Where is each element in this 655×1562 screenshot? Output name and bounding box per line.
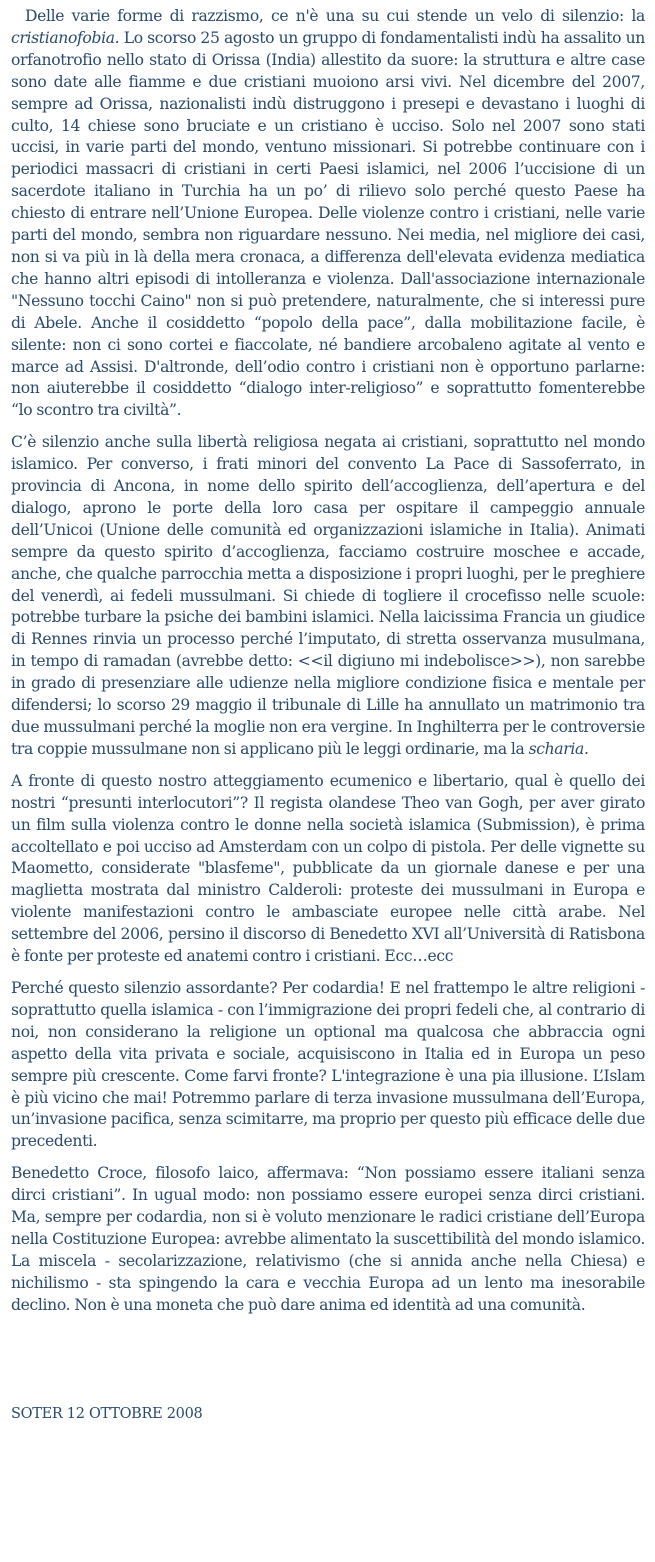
paragraph-1-text-b: Lo scorso 25 agosto un gruppo di fondamentalisti indù ha assalito un orfanotrofio nello stato di Orissa (India) allestito da suore: la struttura e altre case sono date alle fiamme e due cristiani muoiono arsi vivi. Nel dicembre del 2007, sempre ad Orissa, nazionalisti indù distruggono i presepi e devastano i luoghi di culto, 14 chiese sono bruciate e un cristiano è ucciso. Solo nel 2007 sono stati uccisi, in varie parti del mondo, ventuno missionari. Si potrebbe continuare con i periodici massacri di cristiani in certi Paesi islamici, nel 2006 l’uccisione di un sacerdote italiano in Turchia ha un po’ di rilievo solo perché questo Paese ha chiesto di entrare nell’Unione Europea. Delle violenze contro i cristiani, nelle varie parti del mondo, sembra non riguardare nessuno. Nei media, nel migliore dei casi, non si va più in là della mera cronaca, a differenza dell'elevata evidenza mediatica che hanno altri episodi di intolleranza e violenza. Dall'associazione internazionale "Nessuno tocchi Caino" non si può pretendere, naturalmente, che si interessi pure di Abele. Anche il cosiddetto “popolo della pace”, dalla mobilitazione facile, è silente: non ci sono cortei e fiaccolate, né bandiere arcobaleno agitate al vento e marce ad Assisi. D'altronde, dell’odio contro i cristiani non è opportuno parlarne: non aiuterebbe il cosiddetto “dialogo inter-religioso” e soprattutto fomenterebbe “lo scontro tra civiltà”. (11, 28, 645, 420)
paragraph-2-text-a: C’è silenzio anche sulla libertà religiosa negata ai cristiani, soprattutto nel mondo islamico. Per converso, i frati minori del convento La Pace di Sassoferrato, in provincia di Ancona, in nome dello spirito dell’accoglienza, dell’apertura e del dialogo, aprono le porte della loro casa per ospitare il campeggio annuale dell’Unicoi (Unione delle comunità ed organizzazioni islamiche in Italia). Animati sempre da questo spirito d’accoglienza, facciamo costruire moschee e accade, anche, che qualche parrocchia metta a disposizione i propri luoghi, per le preghiere del venerdì, ai fedeli mussulmani. Si chiede di togliere il crocefisso nelle scuole: potrebbe turbare la psiche dei bambini islamici. Nella laicissima Francia un giudice di Rennes rinvia un processo perché l’imputato, di stretta osservanza musulmana, in tempo di ramadan (avrebbe detto: <<il digiuno mi indebolisce>>), non sarebbe in grado di presenziare alle udienze nella migliore condizione fisica e mentale per difendersi; lo scorso 29 maggio il tribunale di Lille ha annullato un matrimonio tra due mussulmani perché la moglie non era vergine. In Inghilterra per le controversie tra coppie mussulmane non si applicano più le leggi ordinarie, ma la (11, 433, 645, 758)
paragraph-4 (11, 978, 645, 1153)
article-body (11, 6, 645, 1327)
paragraph-2 (11, 432, 645, 761)
paragraph-1-emphasis: cristianofobia. (11, 28, 120, 47)
paragraph-3-text: A fronte di questo nostro atteggiamento ecumenico e libertario, qual è quello dei nostri “presunti interlocutori”? Il regista olandese Theo van Gogh, per aver girato un film sulla violenza contro le donne nella società islamica (Submission), è prima accoltellato e poi ucciso ad Amsterdam con un colpo di pistola. Per delle vignette su Maometto, considerate "blasfeme", pubblicate da un giornale danese e per una maglietta mostrata dal ministro Calderoli: proteste dei mussulmani in Europa e violente manifestazioni contro le ambasciate europee nelle città arabe. Nel settembre del 2006, persino il discorso di Benedetto XVI all’Università di Ratisbona è fonte per proteste ed anatemi contro i cristiani. Ecc…ecc (11, 771, 645, 966)
paragraph-1 (11, 6, 645, 422)
paragraph-4-text: Perché questo silenzio assordante? Per codardia! E nel frattempo le altre religioni - soprattutto quella islamica - con l’immigrazione dei propri fedeli che, al contrario di noi, non considerano la religione un optional ma qualcosa che abbraccia ogni aspetto della vita privata e sociale, acquisiscono in Italia ed in Europa un peso sempre più crescente. Come farvi fronte? L'integrazione è una pia illusione. L’Islam è più vicino che mai! Potremmo parlare di terza invasione mussulmana dell’Europa, un’invasione pacifica, senza scimitarre, ma proprio per questo più efficace delle due precedenti. (11, 978, 645, 1151)
paragraph-2-emphasis: scharia. (528, 739, 589, 758)
paragraph-1-text-a: Delle varie forme di razzismo, ce n'è una su cui stende un velo di silenzio: la (25, 7, 645, 25)
paragraph-3 (11, 771, 645, 968)
paragraph-5 (11, 1163, 645, 1316)
paragraph-5-text: Benedetto Croce, filosofo laico, affermava: “Non possiamo essere italiani senza dirci cristiani”. In ugual modo: non possiamo essere europei senza dirci cristiani. Ma, sempre per codardia, non si è voluto menzionare le radici cristiane dell’Europa nella Costituzione Europea: avrebbe alimentato la suscettibilità del mondo islamico. La miscela - secolarizzazione, relativismo (che si annida anche nella Chiesa) e nichilismo - sta spingendo la cara e vecchia Europa ad un lento ma inesorabile declino. Non è una moneta che può dare anima ed identità ad una comunità. (11, 1164, 645, 1314)
signature: SOTER 12 OTTOBRE 2008 (11, 1406, 203, 1422)
